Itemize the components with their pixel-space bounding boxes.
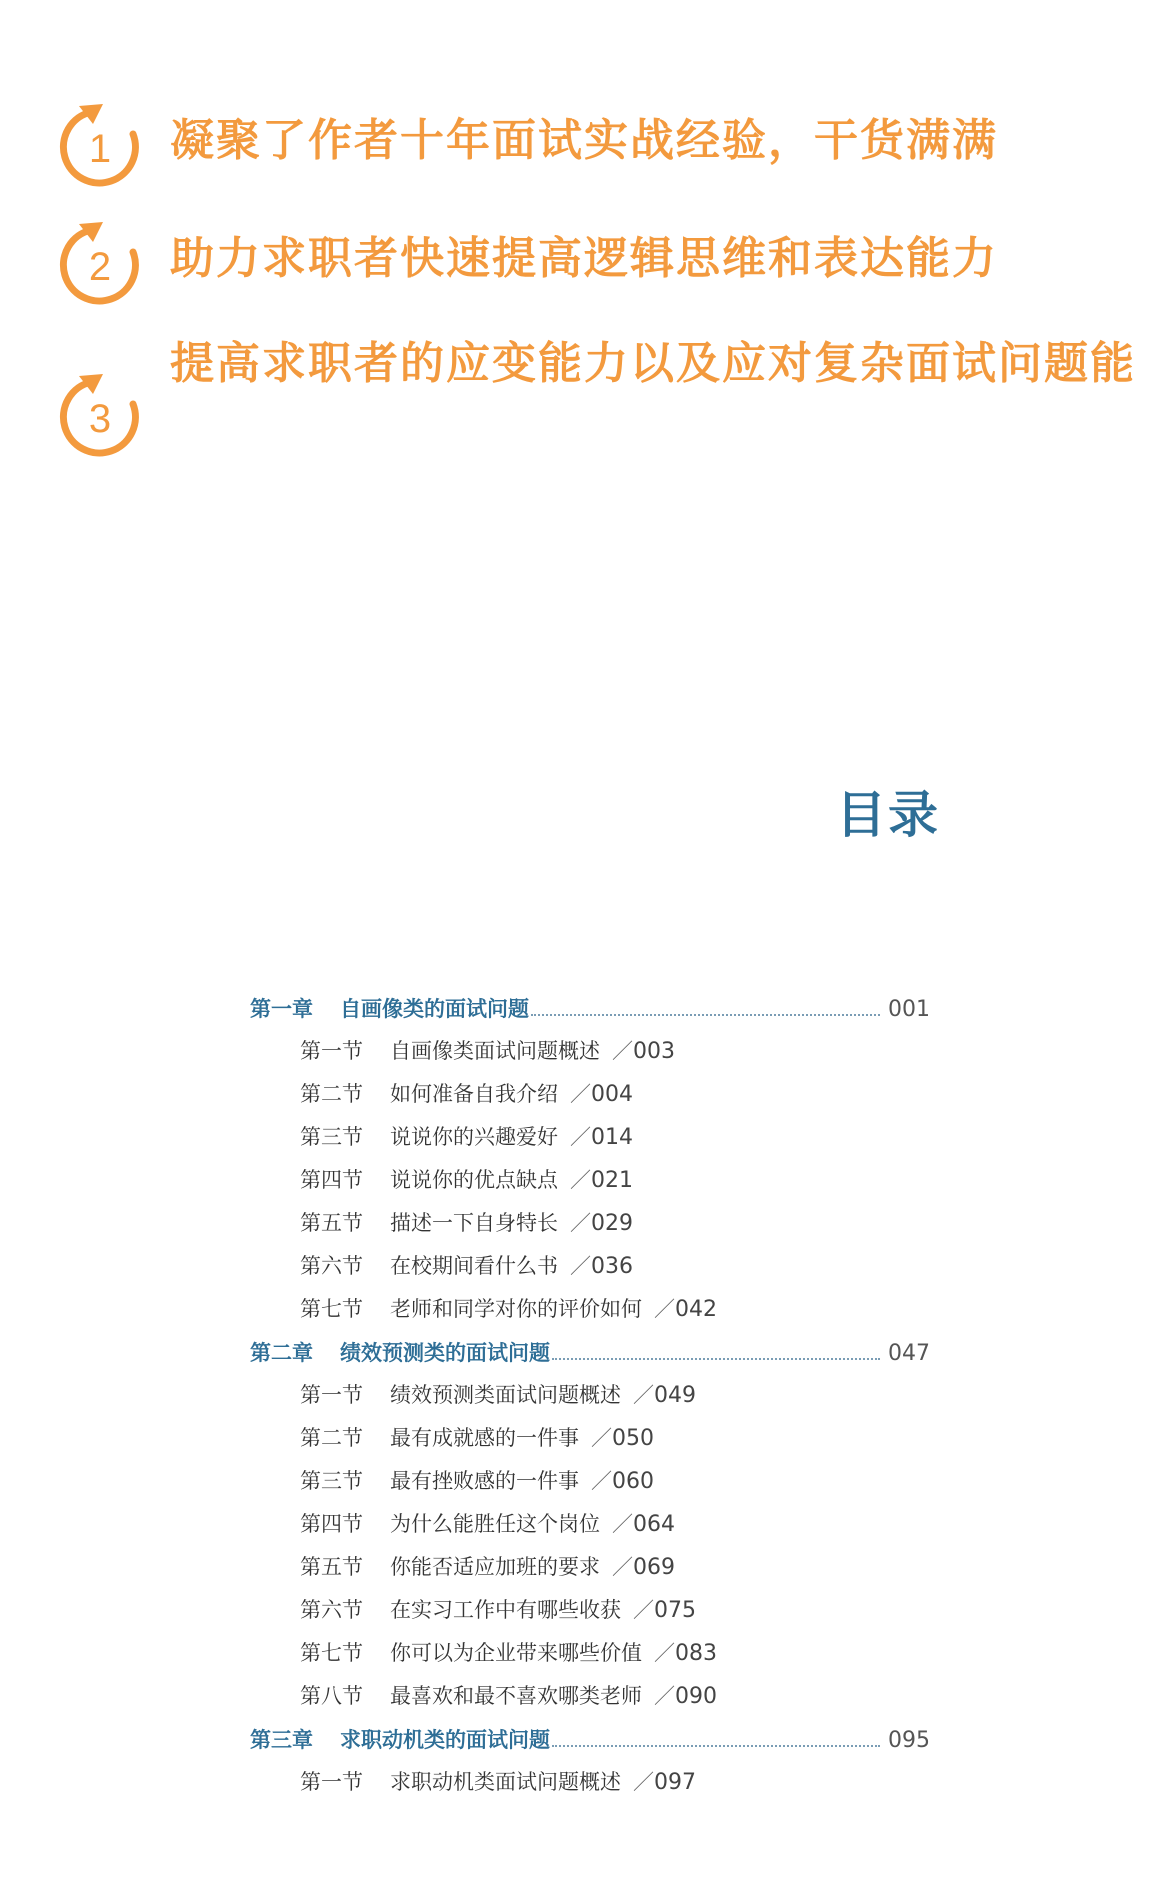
toc-section-row: [250, 1159, 930, 1202]
section-number: 第四节: [300, 1512, 363, 1536]
number-arrow-icon: [55, 100, 147, 192]
section-page: 003: [633, 1039, 675, 1064]
section-number: 第七节: [300, 1641, 363, 1665]
section-title: 最有挫败感的一件事: [390, 1469, 579, 1493]
section-page: 069: [633, 1555, 675, 1580]
section-title: 最喜欢和最不喜欢哪类老师: [390, 1684, 642, 1708]
chapter-number: 第二章: [250, 1340, 313, 1365]
section-title: 你能否适应加班的要求: [390, 1555, 600, 1579]
chapter-number: 第三章: [250, 1727, 313, 1752]
toc-section-row: [250, 1632, 930, 1675]
section-title: 自画像类面试问题概述: [390, 1039, 600, 1063]
toc-section-row: [250, 1675, 930, 1718]
section-slash: ／: [591, 1426, 612, 1450]
section-number: 第五节: [300, 1555, 363, 1579]
toc-chapter-row: [250, 1718, 930, 1761]
dot-leader: [531, 1013, 880, 1016]
section-number: 第二节: [300, 1426, 363, 1450]
toc-section-row: [250, 1460, 930, 1503]
section-page: 014: [591, 1125, 633, 1150]
section-number: 第六节: [300, 1254, 363, 1278]
chapter-page: 001: [888, 997, 930, 1022]
feature-text: 提高求职者的应变能力以及应对复杂面试问题能: [170, 338, 1136, 389]
feature-text: 凝聚了作者十年面试实战经验，干货满满: [170, 115, 998, 166]
section-slash: ／: [570, 1082, 591, 1106]
section-title: 你可以为企业带来哪些价值: [390, 1641, 642, 1665]
toc-chapter-row: [250, 987, 930, 1030]
section-slash: ／: [570, 1211, 591, 1235]
section-title: 最有成就感的一件事: [390, 1426, 579, 1450]
section-number: 第三节: [300, 1125, 363, 1149]
section-slash: ／: [654, 1684, 675, 1708]
dot-leader: [552, 1744, 880, 1747]
toc-section-row: [250, 1374, 930, 1417]
chapter-title: 求职动机类的面试问题: [340, 1727, 550, 1752]
feature-number: 1: [88, 127, 112, 171]
section-title: 描述一下自身特长: [390, 1211, 558, 1235]
toc-section-row: [250, 1116, 930, 1159]
feature-number: 2: [88, 245, 112, 289]
section-page: 004: [591, 1082, 633, 1107]
table-of-contents: [250, 987, 930, 1804]
section-slash: ／: [612, 1512, 633, 1536]
toc-section-row: [250, 1202, 930, 1245]
section-page: 050: [612, 1426, 654, 1451]
section-title: 说说你的优点缺点: [390, 1168, 558, 1192]
section-title: 在实习工作中有哪些收获: [390, 1598, 621, 1622]
toc-section-row: [250, 1761, 930, 1804]
section-number: 第七节: [300, 1297, 363, 1321]
section-slash: ／: [633, 1383, 654, 1407]
section-page: 036: [591, 1254, 633, 1279]
section-title: 如何准备自我介绍: [390, 1082, 558, 1106]
section-title: 求职动机类面试问题概述: [390, 1770, 621, 1794]
feature-number: 3: [88, 397, 112, 441]
section-number: 第四节: [300, 1168, 363, 1192]
section-page: 049: [654, 1383, 696, 1408]
section-page: 097: [654, 1770, 696, 1795]
section-title: 为什么能胜任这个岗位: [390, 1512, 600, 1536]
section-title: 绩效预测类面试问题概述: [390, 1383, 621, 1407]
section-slash: ／: [612, 1039, 633, 1063]
section-number: 第六节: [300, 1598, 363, 1622]
section-page: 021: [591, 1168, 633, 1193]
chapter-title: 自画像类的面试问题: [340, 996, 529, 1021]
chapter-title: 绩效预测类的面试问题: [340, 1340, 550, 1365]
section-page: 042: [675, 1297, 717, 1322]
section-page: 060: [612, 1469, 654, 1494]
toc-title: 目录: [836, 785, 940, 844]
section-title: 说说你的兴趣爱好: [390, 1125, 558, 1149]
section-page: 029: [591, 1211, 633, 1236]
number-arrow-icon: [55, 370, 147, 462]
dot-leader: [552, 1357, 880, 1360]
section-slash: ／: [654, 1297, 675, 1321]
toc-chapter-row: [250, 1331, 930, 1374]
chapter-page: 095: [888, 1728, 930, 1753]
section-slash: ／: [633, 1598, 654, 1622]
section-number: 第一节: [300, 1383, 363, 1407]
number-arrow-icon: [55, 218, 147, 310]
section-slash: ／: [591, 1469, 612, 1493]
section-title: 老师和同学对你的评价如何: [390, 1297, 642, 1321]
chapter-page: 047: [888, 1341, 930, 1366]
toc-section-row: [250, 1245, 930, 1288]
section-number: 第一节: [300, 1039, 363, 1063]
section-slash: ／: [612, 1555, 633, 1579]
toc-section-row: [250, 1546, 930, 1589]
section-slash: ／: [633, 1770, 654, 1794]
section-number: 第五节: [300, 1211, 363, 1235]
toc-section-row: [250, 1030, 930, 1073]
chapter-number: 第一章: [250, 996, 313, 1021]
section-number: 第三节: [300, 1469, 363, 1493]
section-page: 075: [654, 1598, 696, 1623]
toc-section-row: [250, 1589, 930, 1632]
feature-text: 助力求职者快速提高逻辑思维和表达能力: [170, 233, 998, 284]
section-page: 083: [675, 1641, 717, 1666]
section-number: 第二节: [300, 1082, 363, 1106]
section-page: 064: [633, 1512, 675, 1537]
section-slash: ／: [570, 1168, 591, 1192]
section-slash: ／: [570, 1125, 591, 1149]
section-title: 在校期间看什么书: [390, 1254, 558, 1278]
toc-section-row: [250, 1288, 930, 1331]
section-page: 090: [675, 1684, 717, 1709]
toc-section-row: [250, 1503, 930, 1546]
toc-section-row: [250, 1073, 930, 1116]
section-slash: ／: [570, 1254, 591, 1278]
section-number: 第一节: [300, 1770, 363, 1794]
section-slash: ／: [654, 1641, 675, 1665]
section-number: 第八节: [300, 1684, 363, 1708]
toc-section-row: [250, 1417, 930, 1460]
